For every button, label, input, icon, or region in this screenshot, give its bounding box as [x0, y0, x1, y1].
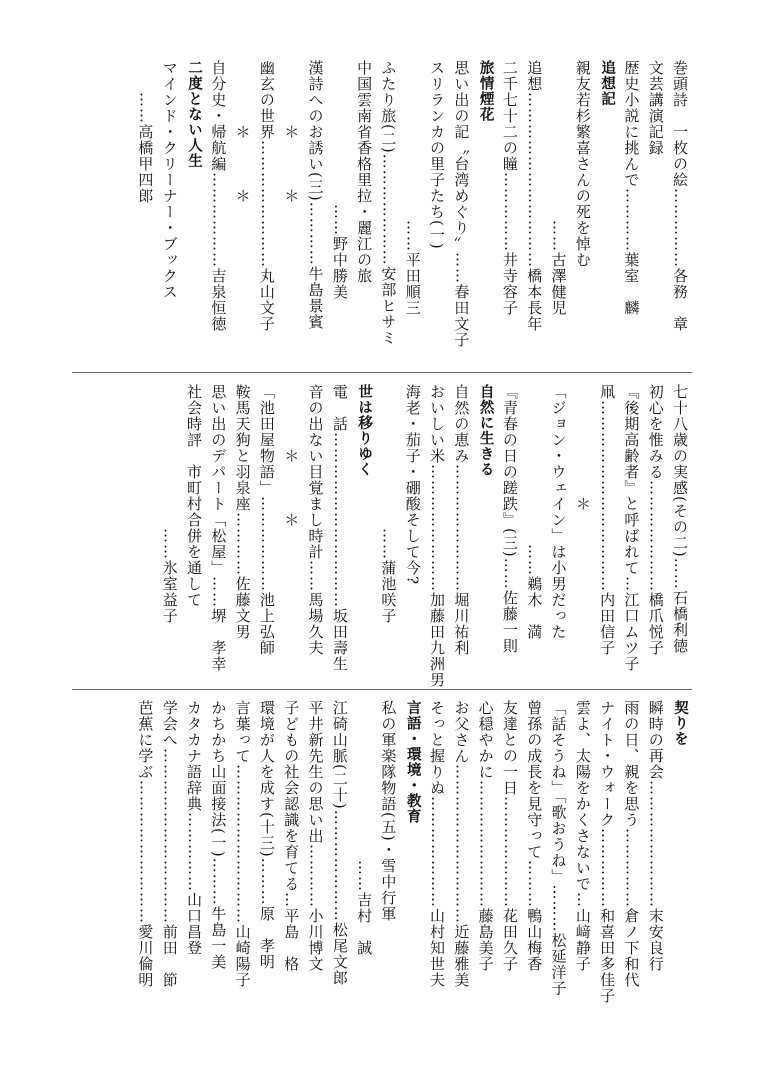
toc-entry: 巻頭詩 一枚の絵……………各務 章	[671, 60, 689, 332]
toc-entry: ……古澤健児	[549, 60, 568, 316]
toc-section-top	[72, 60, 692, 360]
column-group	[72, 384, 692, 688]
toc-entry: 雨の日、親を思う……………倉ノ下和代	[622, 700, 641, 988]
toc-entry: おいしい米……………………加藤田九洲男	[428, 384, 446, 688]
toc-entry: 「池田屋物語」………………池上弘師	[257, 384, 276, 656]
toc-entry: 環境が人を成す(十三)………原 孝明	[257, 700, 276, 970]
toc-entry: 社会時評 市町村合併を通して	[185, 384, 203, 608]
toc-entry: ……高橋甲四郎	[136, 60, 155, 204]
column-group	[72, 60, 692, 360]
column-group	[72, 700, 692, 1004]
section-divider	[72, 689, 692, 690]
toc-entry: ＊ ＊	[233, 60, 252, 204]
toc-entry: 江碕山脈(二十)…………………松尾文郎	[330, 700, 349, 986]
toc-entry: 追想……………………………橋本長年	[525, 60, 544, 332]
toc-entry: 雲よ、太陽をかくさないで…山﨑静子	[573, 700, 592, 972]
section-heading: 追想記	[599, 60, 616, 107]
toc-section-bottom	[72, 700, 692, 1004]
toc-entry: ふたり旅(二)…………………安部ヒサミ	[379, 60, 398, 346]
toc-entry: ……蒲池咲子	[379, 384, 398, 624]
toc-entry: 鞍馬天狗と羽泉座…………佐藤文男	[233, 384, 252, 640]
toc-entry: ＊ ＊	[282, 384, 301, 528]
toc-entry: 親友若杉繁喜さんの死を悼む	[573, 60, 592, 268]
toc-entry: ＊	[573, 384, 592, 512]
toc-entry: ……吉村 誠	[355, 700, 374, 956]
toc-entry: 二千七十二の瞳……………井寺容子	[500, 60, 519, 316]
toc-entry: 平井新先生の思い出…………小川博文	[306, 700, 325, 972]
toc-entry: 学会へ……………………………前田 節	[160, 700, 179, 988]
toc-entry: スリランカの里子たち(一)	[428, 60, 446, 250]
toc-entry: 漢詩へのお誘い(三)…………牛島景賓	[306, 60, 325, 330]
toc-entry: 瞬時の再会……………………末安良行	[646, 700, 665, 972]
section-heading: 契りを	[672, 700, 688, 747]
toc-entry: 初心を惟みる…………………橋爪悦子	[646, 384, 665, 656]
section-heading: 言語・環境・教育	[404, 700, 421, 824]
toc-entry: 思い出の記〝台湾めぐり〟……春田文子	[452, 60, 471, 348]
toc-entry: 「話そうね」「歌おうね」………松延洋子	[549, 700, 568, 997]
section-heading: 自然に生きる	[477, 384, 494, 477]
toc-entry: 歴史小説に挑んで…………葉室 麟	[622, 60, 641, 316]
toc-entry: 電 話……………………………坂田壽生	[330, 384, 349, 672]
toc-entry: 幽玄の世界……………………丸山文子	[257, 60, 276, 332]
toc-section-middle	[72, 384, 692, 688]
toc-entry: 自然の恵み……………………堀川祐利	[452, 384, 471, 656]
toc-entry: 自分史・帰航編………………吉泉恒徳	[209, 60, 228, 332]
toc-entry: ナイト・ウォーク……………和喜田多佳子	[598, 700, 617, 1004]
toc-entry: 海老・茄子・硼酸そして今?	[403, 384, 422, 586]
toc-entry: ＊ ＊	[282, 60, 301, 204]
toc-entry: ……鵜木 満	[525, 384, 544, 640]
toc-entry: ……平田順三	[403, 60, 422, 316]
toc-entry: お父さん…………………………近藤雅美	[452, 700, 471, 988]
toc-entry: ……氷室益子	[160, 384, 179, 624]
toc-entry: 『後期高齢者』と呼ばれて…江口ムツ子	[622, 384, 641, 672]
toc-entry: マインド・クリーナー・ブックス	[160, 60, 179, 300]
toc-entry: 曾孫の成長を見守って………鴨山梅香	[525, 700, 544, 972]
toc-entry: 中国雲南省香格里拉・麗江の旅	[355, 60, 374, 284]
toc-entry: 文芸講演記録	[646, 60, 665, 156]
toc-entry: 音の出ない目覚まし時計……馬場久夫	[306, 384, 325, 656]
toc-entry: 思い出のデパート「松屋」……堺 孝幸	[209, 384, 228, 672]
toc-entry: カタカナ語辞典……………山口昌登	[185, 700, 203, 956]
toc-entry: 芭蕉に学ぶ………………………愛川倫明	[136, 700, 155, 988]
section-heading: 旅情煙花	[477, 60, 494, 122]
toc-entry: そっと握りぬ…………………山村知世夫	[428, 700, 446, 988]
section-divider	[72, 372, 692, 373]
toc-entry: 言葉って…………………………山崎陽子	[233, 700, 252, 988]
section-heading: 世は移りゆく	[356, 384, 373, 477]
toc-entry: 『青春の日の蹉跌』(三)……佐藤一則	[500, 384, 519, 654]
toc-entry: 友達との一日…………………花田久子	[500, 700, 519, 972]
section-heading: 二度とない人生	[186, 60, 202, 169]
toc-entry: 私の軍楽隊物語(五)・雪中行軍	[379, 700, 398, 922]
toc-entry: 凧………………………………内田信子	[598, 384, 617, 656]
toc-entry: ……野中勝美	[330, 60, 349, 300]
toc-entry: 七十八歳の実感(その二)……石橋利徳	[671, 384, 689, 654]
toc-entry: かちかち山面接法(一)………牛島一美	[209, 700, 228, 970]
toc-entry: 「ジョン・ウェイン」は小男だった	[549, 384, 568, 640]
toc-entry: 子どもの社会認識を育てる…平島 格	[282, 700, 301, 972]
toc-entry: 心穏やかに……………………藤島美子	[476, 700, 495, 972]
